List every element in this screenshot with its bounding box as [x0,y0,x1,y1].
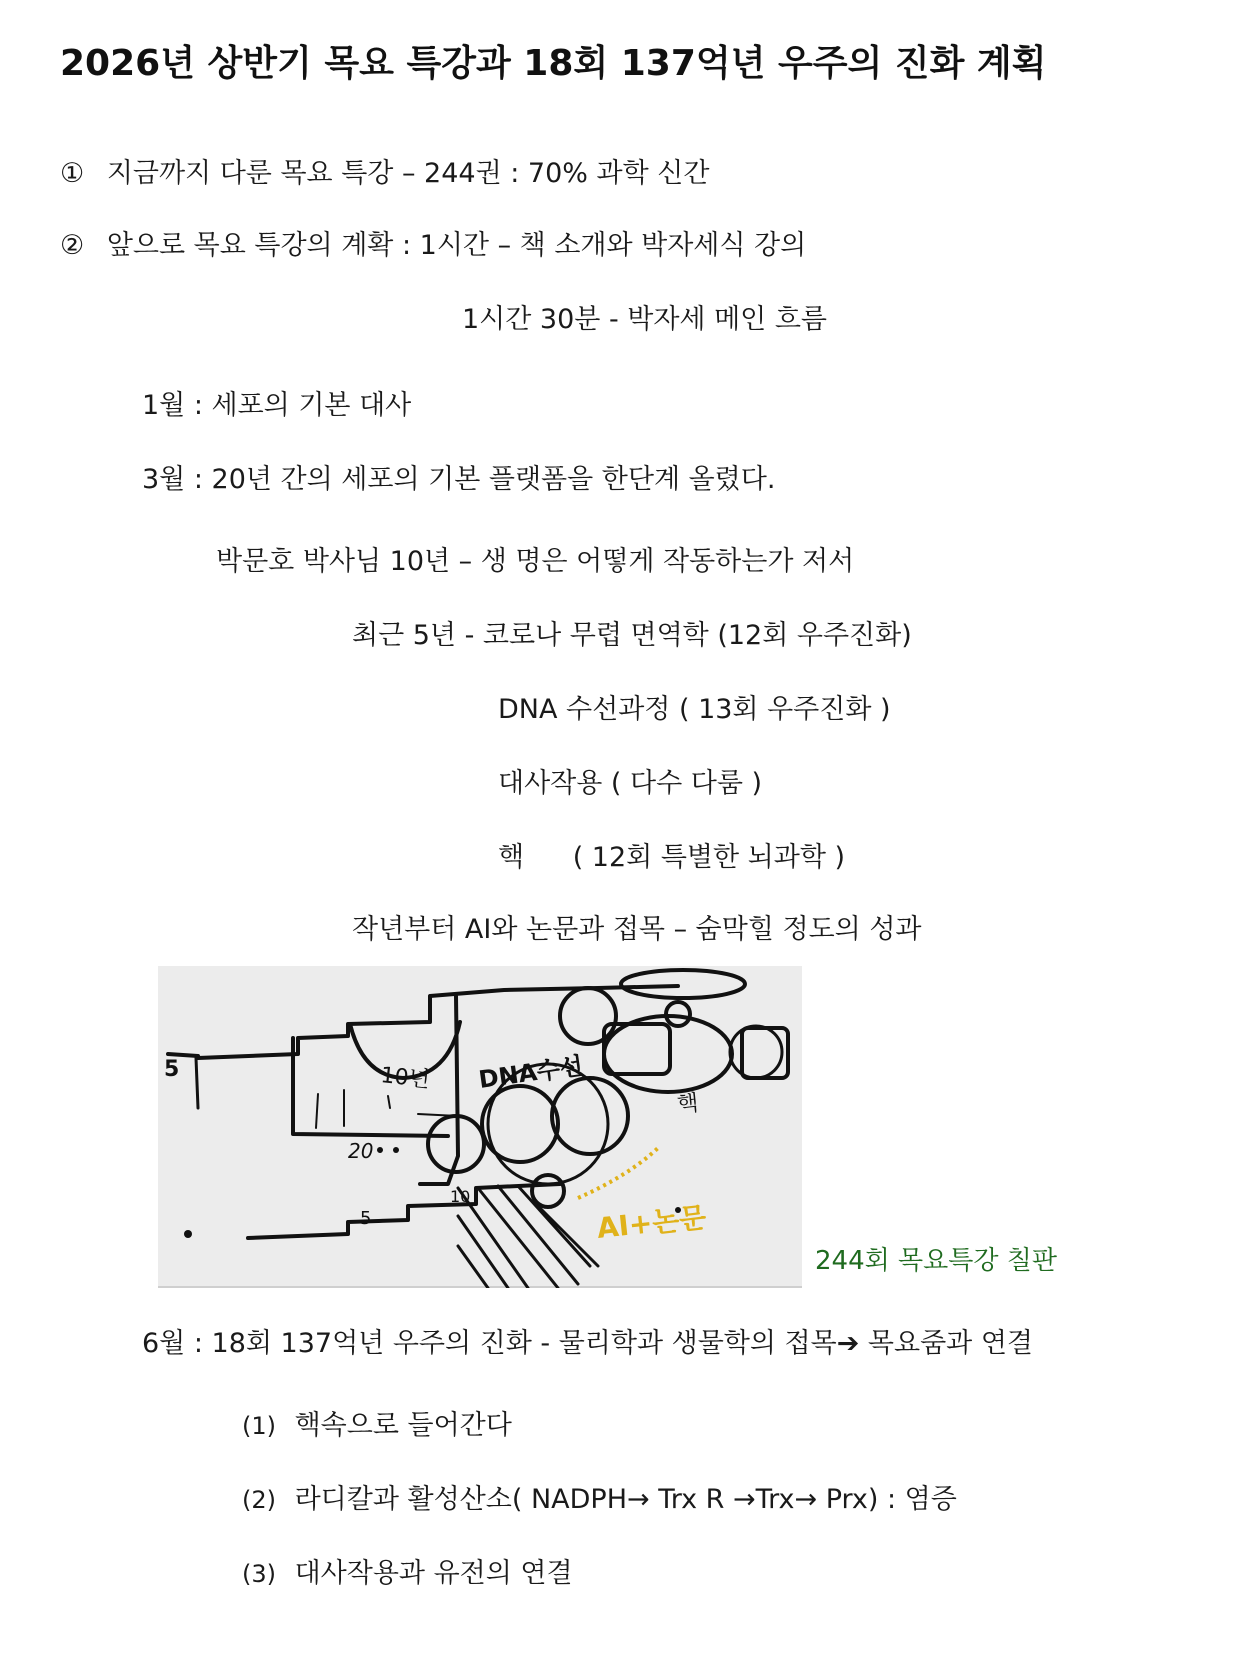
history-line-5-label: 핵 [498,842,525,873]
page-title: 2026년 상반기 목요 특강과 18회 137억년 우주의 진화 계획 [60,43,1047,84]
month-jan: 1월 : 세포의 기본 대사 [142,390,412,421]
month-jun: 6월 : 18회 137억년 우주의 진화 - 물리학과 생물학의 접목➔ 목요줌과 연결 [142,1328,1033,1359]
plan-item-3 [242,1560,573,1587]
plan-item-2 [242,1486,957,1513]
board-mark-dna: DNA수선 [476,1051,585,1094]
month-mar: 3월 : 20년 간의 세포의 기본 플랫폼을 한단계 올렸다. [142,464,776,495]
item-2-sub: 1시간 30분 - 박자세 메인 흐름 [462,304,828,335]
sketch-circle-3 [552,1078,628,1154]
item-2 [60,232,806,259]
plan-item-3-num: (3) [242,1560,276,1588]
blackboard-drawing [158,966,802,1288]
plan-item-1-num: (1) [242,1412,276,1440]
plan-item-2-text: 라디칼과 활성산소( NADPH→ Trx R →Trx→ Prx) : 염증 [294,1484,957,1515]
board-mark-10y: 10년 [379,1063,431,1094]
item-2-text: 앞으로 목요 특강의 계확 : 1시간 – 책 소개와 박자세식 강의 [106,230,807,261]
sketch-oval-top [621,970,745,998]
board-mark-20: 20 [348,1139,374,1163]
plan-item-3-text: 대사작용과 유전의 연결 [294,1558,573,1589]
board-mark-nucleus: 핵 [676,1090,700,1118]
item-2-marker: ② [60,230,85,261]
board-mark-ai: AI+논문 [595,1200,708,1245]
board-caption: 244회 목요특강 칠판 [815,1246,1057,1276]
blackboard-sketch [158,966,802,1288]
plan-item-1 [242,1412,512,1439]
history-line-2: 최근 5년 - 코로나 무렵 면역학 (12회 우주진화) [352,620,912,651]
item-1-text: 지금까지 다룬 목요 특강 – 244권 : 70% 과학 신간 [106,158,710,189]
sketch-circle-5 [532,1175,564,1207]
plan-item-1-text: 핵속으로 들어간다 [294,1410,512,1441]
sketch-left-line [168,1054,198,1056]
history-line-5-note: ( 12회 특별한 뇌과학 ) [572,842,846,873]
board-mark-5: 5 [164,1057,180,1082]
board-mark-5b: 5 [360,1208,372,1229]
history-line-1: 박문호 박사님 10년 – 생 명은 어떻게 작동하는가 저서 [216,546,855,577]
history-line-6: 작년부터 AI와 논문과 접목 – 숨막힐 정도의 성과 [352,914,922,945]
item-1 [60,160,709,187]
plan-item-2-num: (2) [242,1486,276,1514]
item-1-marker: ① [60,158,85,189]
history-line-3: DNA 수선과정 ( 13회 우주진화 ) [498,694,891,725]
sketch-hatching [458,1186,598,1288]
history-line-4: 대사작용 ( 다수 다룸 ) [498,768,763,799]
history-line-5 [498,844,845,871]
board-mark-10: 10 [450,1187,471,1206]
